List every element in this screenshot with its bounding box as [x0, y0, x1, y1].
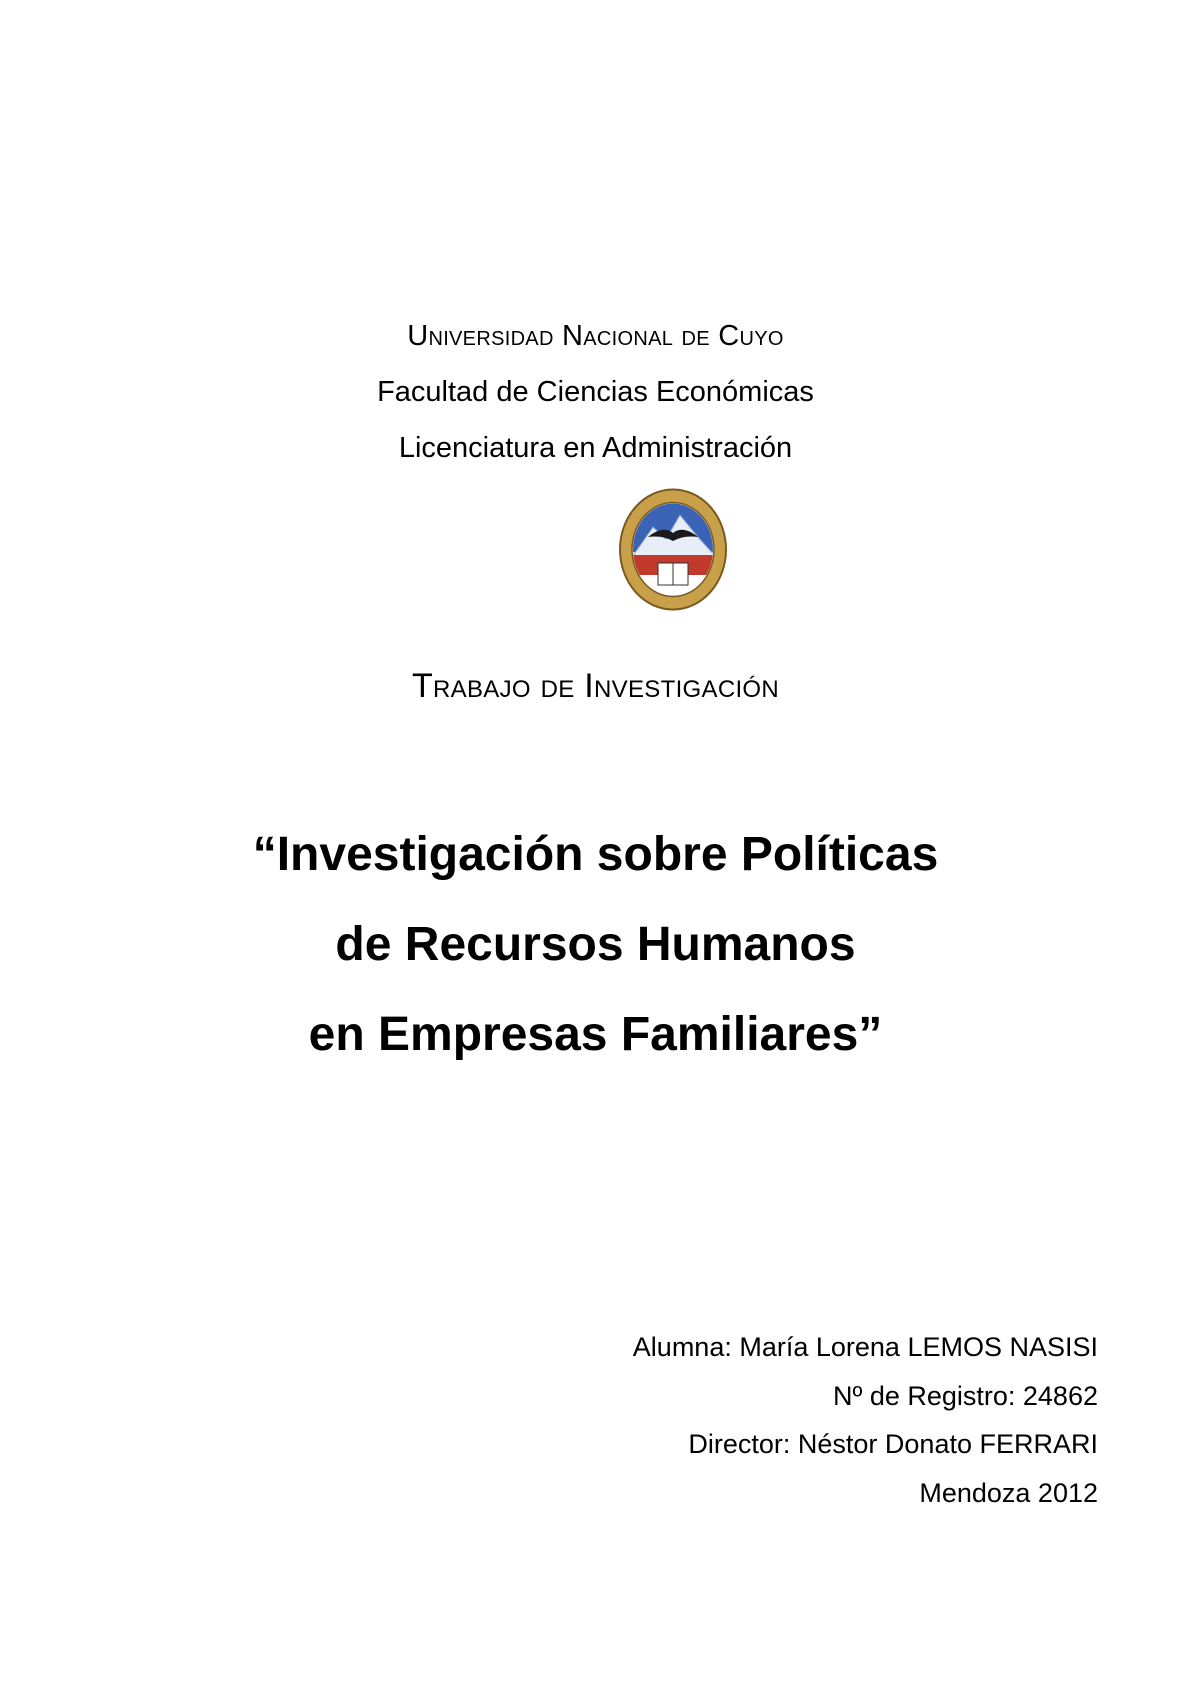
- title-line-3: en Empresas Familiares”: [308, 1008, 883, 1061]
- director-name: Director: Néstor Donato FERRARI: [688, 1429, 1098, 1459]
- faculty-name: Facultad de Ciencias Económicas: [377, 376, 814, 408]
- document-title: [0, 810, 1191, 1080]
- place-year: Mendoza 2012: [919, 1477, 1098, 1508]
- degree-name: Licenciatura en Administración: [398, 432, 793, 464]
- registration-number: Nº de Registro: 24862: [832, 1380, 1098, 1411]
- title-line-1: “Investigación sobre Políticas: [252, 828, 939, 881]
- author-info: [633, 1323, 1098, 1517]
- university-name: Universidad Nacional de Cuyo: [407, 320, 784, 352]
- student-name: Alumna: María Lorena LEMOS NASISI: [632, 1332, 1098, 1362]
- title-line-2: de Recursos Humanos: [335, 918, 856, 971]
- university-seal-icon: [618, 487, 728, 612]
- document-type: Trabajo de Investigación: [411, 667, 780, 705]
